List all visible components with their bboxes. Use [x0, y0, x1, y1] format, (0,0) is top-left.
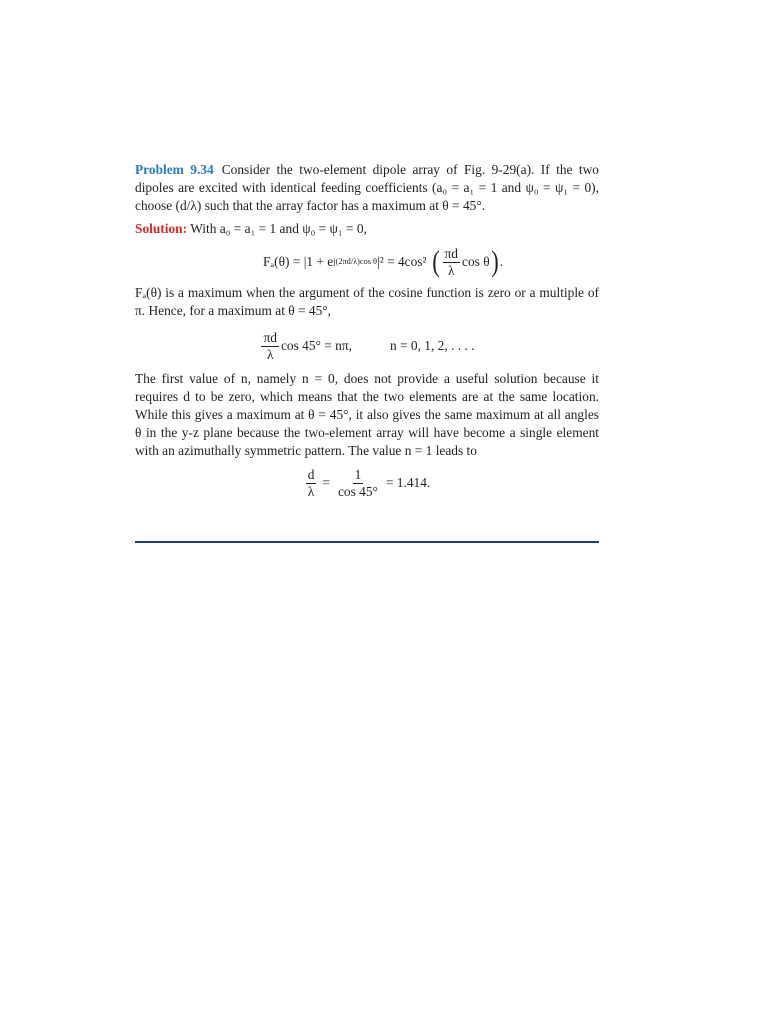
eq1-frac-den: λ	[448, 262, 455, 278]
eq1-open-paren: (	[431, 245, 440, 278]
eq3-lhs-fraction	[306, 468, 317, 499]
eq1-frac-num: πd	[444, 245, 459, 261]
section-divider	[135, 541, 599, 543]
eq2-fraction	[261, 331, 278, 362]
maximum-condition-equation	[135, 326, 599, 366]
eq3-lhs-num: d	[307, 466, 315, 482]
eq1-fraction	[443, 247, 460, 278]
eq3-rhs-den: cos 45°	[337, 483, 378, 499]
eq1-tail: cos θ	[462, 254, 490, 269]
discussion-paragraph: The first value of n, namely n = 0, does not provide a useful solution because it requires d to be zero, which means that the two elements are at the same location. While this gives a maximum at θ = 45°, it also gives the same maximum at all angles θ in the y-z plane because the two-element array will have become a single element with an azimuthally symmetric pattern. The value n = 1 leads to	[135, 371, 599, 458]
eq2-condition: n = 0, 1, 2, . . . .	[389, 338, 475, 353]
eq1-lhs: Fₐ(θ) = |1 + e	[263, 254, 334, 269]
solution-intro: With a₀ = a₁ = 1 and ψ₀ = ψ₁ = 0,	[190, 221, 367, 236]
eq1-end: .	[499, 254, 503, 269]
array-factor-equation: Fₐ(θ) = |1 + e j(2πd/λ)cos θ |² = 4cos² ( $\frac{\pi d}{\lambda}$ cos θ ) .	[263, 245, 503, 278]
eq3-equals: =	[322, 475, 330, 490]
solution-intro-paragraph	[135, 220, 599, 238]
eq1-mid: |² = 4cos²	[377, 254, 427, 269]
problem-label: Problem 9.34	[135, 162, 214, 177]
eq3-lhs-den: λ	[307, 483, 315, 499]
eq1-close-paren: )	[490, 245, 499, 278]
eq2-frac-den: λ	[266, 346, 274, 362]
eq3-rhs-fraction	[336, 468, 380, 499]
problem-paragraph	[135, 161, 599, 215]
eq3-rhs-num: 1	[354, 466, 362, 482]
result-equation	[135, 462, 599, 504]
eq2-rhs: cos 45° = nπ,	[280, 338, 352, 353]
maximum-condition-paragraph: Fₐ(θ) is a maximum when the argument of the cosine function is zero or a multiple of π. Hence, for a maximum at θ = 45°,	[135, 285, 599, 318]
problem-statement: Consider the two-element dipole array of Fig. 9-29(a). If the two dipoles are excited with identical feeding coefficients (a₀ = a₁ = 1 and ψ₀ = ψ₁ = 0), choose (d/λ) such that the array factor has a maximum at θ = 45°.	[135, 162, 599, 213]
solution-label: Solution:	[135, 221, 188, 236]
eq3-result: = 1.414.	[385, 475, 431, 490]
eq2-frac-num: πd	[263, 329, 277, 345]
problem-solution-block	[135, 161, 599, 504]
